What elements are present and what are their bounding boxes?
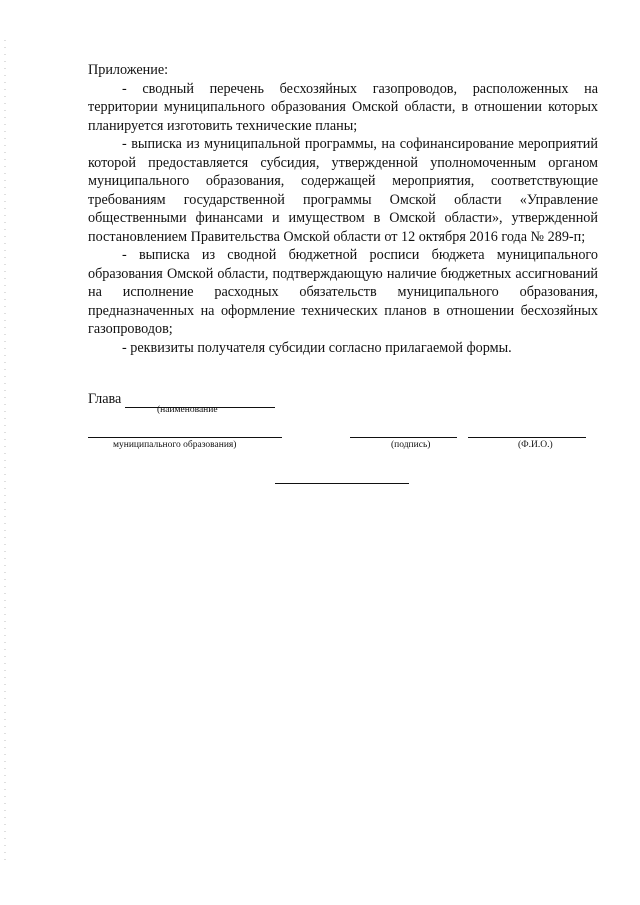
paragraph-program-extract: - выписка из муниципальной программы, на софинансирование мероприятий которой предоставляется субсидия, утвержденной уполномоченным органом муниципального образования, содержащей мероприятия, соответствующие требованиям государственной программы Омской области «Управление общественными финансами и имуществом в Омской области», утвержденной постановлением Правительства Омской области от 12 октября 2016 года № 289-п;: [88, 136, 598, 245]
municipality-underline: [88, 437, 282, 438]
signature-underline: [350, 437, 457, 438]
caption-name: (наименование: [157, 405, 218, 415]
closing-divider: [275, 483, 409, 484]
caption-municipality: муниципального образования): [113, 440, 237, 450]
paragraph-budget-extract: - выписка из сводной бюджетной росписи бюджета муниципального образования Омской области, подтверждающую наличие бюджетных ассигнований на исполнение расходных обязательств муниципального образования, предназначенных на оформление технических планов в отношении бесхозяйных газопроводов;: [88, 247, 598, 337]
document-body: [88, 61, 598, 357]
paragraph-recipient-details: - реквизиты получателя субсидии согласно прилагаемой формы.: [122, 339, 512, 356]
caption-fio: (Ф.И.О.): [518, 440, 553, 450]
paragraph-gas-pipelines-list: - сводный перечень бесхозяйных газопроводов, расположенных на территории муниципального образования Омской области, в отношении которых планируется изготовить технические планы;: [88, 80, 598, 134]
caption-signature: (подпись): [391, 440, 431, 450]
head-label: Глава: [88, 391, 122, 407]
attachment-heading: Приложение:: [88, 62, 169, 78]
fio-underline: [468, 437, 586, 438]
scan-margin-marks: [4, 40, 6, 860]
